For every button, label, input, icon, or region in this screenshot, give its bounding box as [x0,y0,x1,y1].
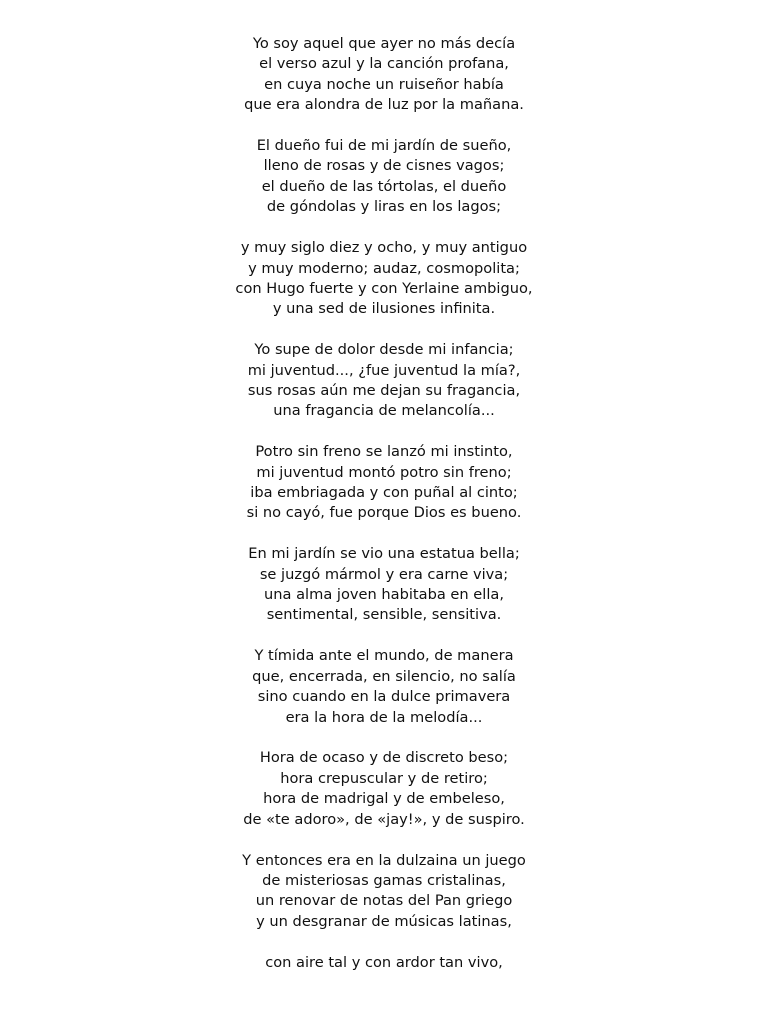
stanza-8 [0,748,768,830]
poem-line: el verso azul y la canción profana, [259,55,509,73]
poem-line: lleno de rosas y de cisnes vagos; [263,157,505,175]
poem-line: en cuya noche un ruiseñor había [264,75,504,93]
poem-line: El dueño fui de mi jardín de sueño, [256,137,512,155]
poem-line: Yo soy aquel que ayer no más decía [252,35,516,52]
poem-line: hora crepuscular y de retiro; [280,769,488,787]
poem-line: con aire tal y con ardor tan vivo, [265,953,503,971]
poem-line: y una sed de ilusiones infinita. [272,300,496,318]
poem-line: sus rosas aún me dejan su fragancia, [247,381,521,399]
poem-line: iba embriagada y con puñal al cinto; [250,484,518,502]
poem-line: se juzgó mármol y era carne viva; [259,565,509,583]
poem-line: que era alondra de luz por la mañana. [244,96,524,114]
poem-line: sentimental, sensible, sensitiva. [266,606,502,624]
poem-line: sino cuando en la dulce primavera [257,688,511,706]
stanza-5 [0,442,768,524]
stanza-4 [0,340,768,422]
poem-line: hora de madrigal y de embeleso, [263,790,505,808]
poem-line: mi juventud montó potro sin freno; [256,463,512,481]
poem-line: y un desgranar de músicas latinas, [256,912,512,930]
poem-line: Yo supe de dolor desde mi infancia; [254,341,514,359]
stanza-10 [0,953,768,973]
poem-line: y muy moderno; audaz, cosmopolita; [248,259,520,277]
stanza-2 [0,136,768,218]
stanza-1 [0,34,768,116]
stanza-6 [0,544,768,626]
poem-line: el dueño de las tórtolas, el dueño [261,177,507,195]
poem-line: era la hora de la melodía... [285,708,483,726]
poem-line: mi juventud..., ¿fue juventud la mía?, [247,361,521,379]
poem-page [0,34,768,993]
poem-line: si no cayó, fue porque Dios es bueno. [246,504,522,522]
poem-line: Y tímida ante el mundo, de manera [254,647,514,665]
poem-line: y muy siglo diez y ocho, y muy antiguo [240,239,528,257]
poem-line: Y entonces era en la dulzaina un juego [242,851,526,869]
poem-line: Potro sin freno se lanzó mi instinto, [255,443,513,461]
poem-line: una alma joven habitaba en ella, [264,586,504,604]
poem-line: con Hugo fuerte y con Yerlaine ambiguo, [235,279,533,297]
stanza-9 [0,851,768,933]
poem-line: de «te adoro», de «jay!», y de suspiro. [243,810,525,828]
stanza-7 [0,646,768,728]
poem-line: un renovar de notas del Pan griego [255,892,513,910]
poem-line: Hora de ocaso y de discreto beso; [259,749,509,767]
stanza-3 [0,238,768,320]
poem-line: de góndolas y liras en los lagos; [266,198,502,216]
poem-line: En mi jardín se vio una estatua bella; [248,545,520,563]
poem-line: que, encerrada, en silencio, no salía [252,667,516,685]
poem-line: una fragancia de melancolía... [273,402,495,420]
poem-line: de misteriosas gamas cristalinas, [262,871,506,889]
